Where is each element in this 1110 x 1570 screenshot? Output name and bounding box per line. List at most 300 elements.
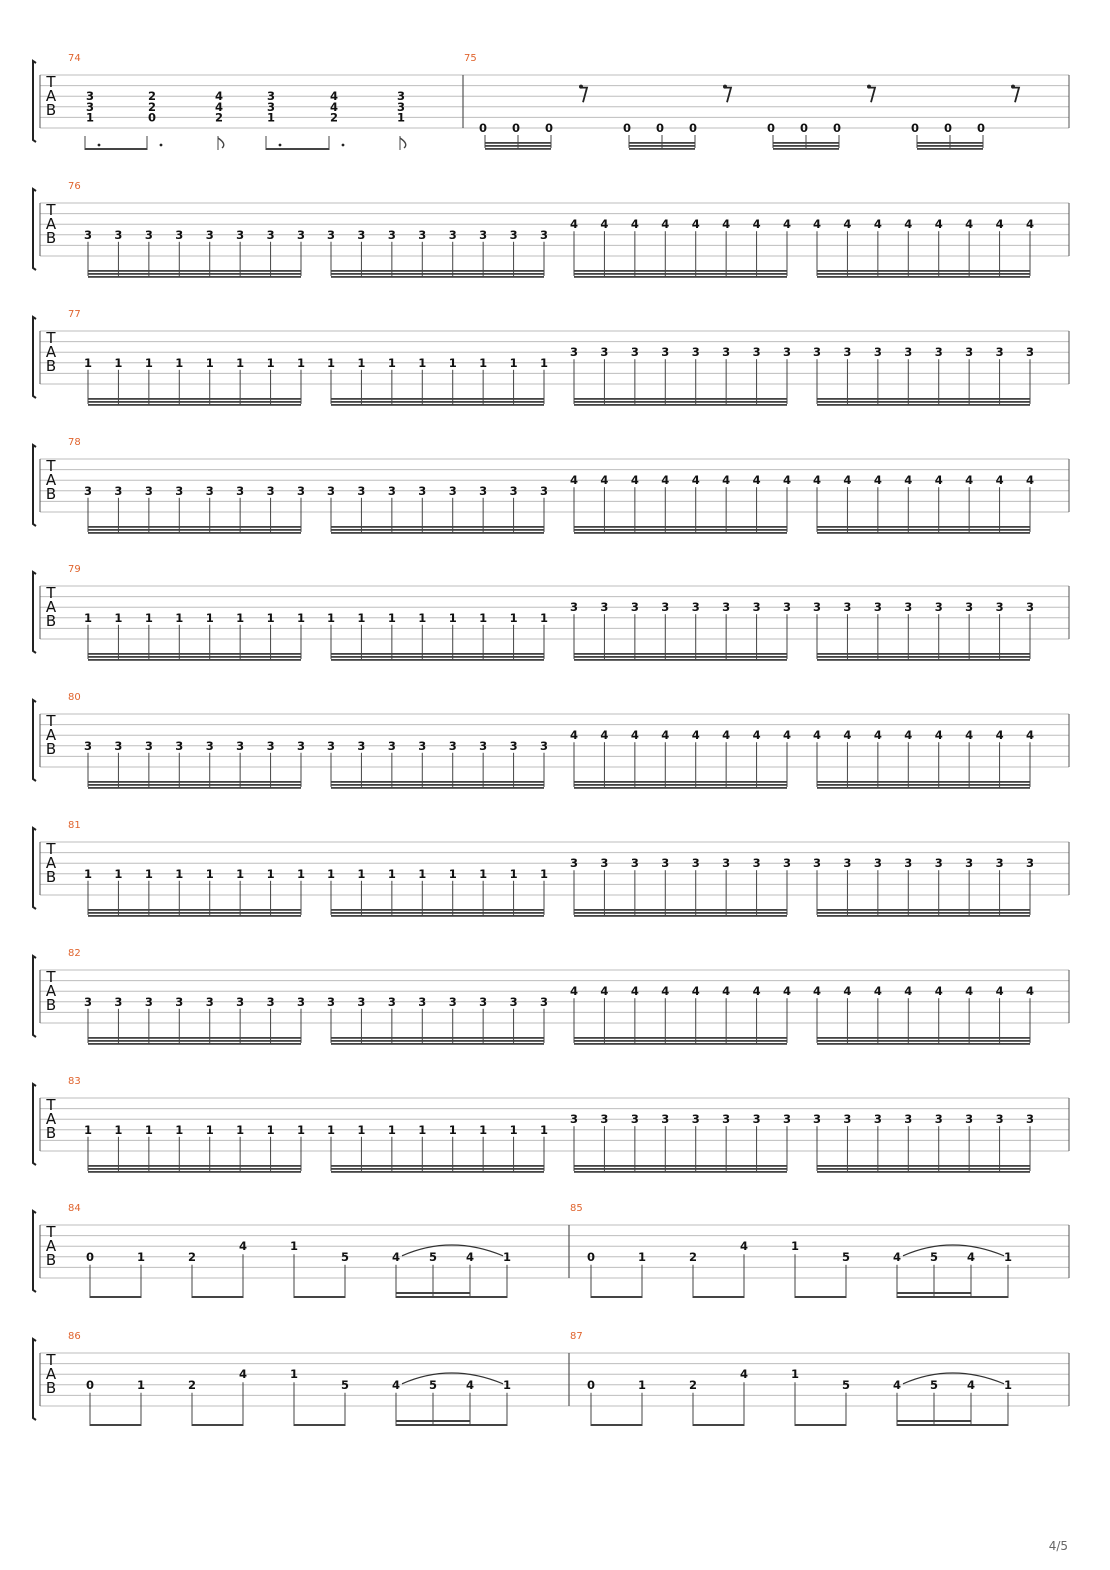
fret-number: 4 — [752, 728, 761, 743]
system-bracket — [33, 61, 36, 142]
fret-number: 1 — [266, 1122, 275, 1137]
fret-number: 4 — [934, 217, 943, 232]
tab-clef-letter: T — [46, 457, 56, 475]
tab-clef-letter: A — [45, 1110, 57, 1128]
fret-number: 3 — [965, 345, 974, 360]
fret-number: 3 — [479, 994, 488, 1009]
dot — [160, 144, 163, 147]
page-number: 4/5 — [1048, 1539, 1068, 1553]
beam — [817, 273, 1030, 275]
fret-number: 1 — [539, 1122, 549, 1137]
tab-system — [33, 309, 1069, 406]
chord-fret-number: 3 — [266, 89, 276, 104]
fret-number: 3 — [357, 994, 366, 1009]
fret-number: 3 — [752, 345, 761, 360]
beam — [331, 909, 544, 911]
fret-number: 3 — [934, 600, 943, 615]
beam — [574, 398, 787, 400]
fret-number: 1 — [509, 1122, 518, 1137]
beam — [574, 529, 787, 531]
fret-number: 3 — [691, 345, 700, 360]
system-bracket — [33, 572, 36, 653]
fret-number: 4 — [691, 984, 700, 999]
beam — [574, 401, 787, 403]
beam — [88, 1168, 301, 1170]
beam — [574, 273, 787, 275]
fret-number: 1 — [357, 610, 366, 625]
fret-number: 4 — [782, 728, 792, 743]
chord-fret-number: 1 — [396, 110, 406, 125]
beam — [88, 909, 301, 911]
tab-clef-letter: T — [46, 329, 56, 347]
beam — [629, 145, 695, 147]
beam — [574, 912, 787, 914]
beam — [574, 270, 787, 272]
fret-number: 0 — [85, 1377, 95, 1392]
beam — [817, 1043, 1030, 1045]
beam — [331, 532, 544, 534]
fret-number: 3 — [722, 1112, 731, 1127]
fret-number: 3 — [83, 994, 93, 1009]
fret-number: 3 — [752, 1112, 761, 1127]
fret-number: 4 — [995, 984, 1004, 999]
beam — [331, 404, 544, 406]
fret-number: 1 — [387, 866, 396, 881]
fret-number: 4 — [391, 1249, 401, 1264]
beam — [817, 656, 1030, 658]
fret-number: 1 — [418, 610, 427, 625]
fret-number: 4 — [752, 473, 761, 488]
fret-number: 2 — [187, 1249, 197, 1264]
beam — [817, 276, 1030, 278]
chord-fret-number: 0 — [147, 110, 157, 125]
fret-number: 1 — [236, 866, 245, 881]
fret-number: 3 — [114, 994, 123, 1009]
beam — [574, 526, 787, 528]
fret-number: 1 — [479, 355, 488, 370]
fret-number: 3 — [873, 856, 882, 871]
beam — [88, 653, 301, 655]
beam — [629, 142, 695, 144]
beam — [574, 656, 787, 658]
fret-number: 3 — [144, 483, 153, 498]
fret-number: 1 — [387, 1122, 396, 1137]
beam — [795, 1424, 846, 1426]
tab-clef-letter: A — [45, 471, 57, 489]
tab-clef-letter: B — [45, 1251, 57, 1269]
fret-number: 3 — [479, 227, 488, 242]
fret-number: 4 — [722, 217, 731, 232]
beam — [817, 653, 1030, 655]
fret-number: 1 — [637, 1249, 647, 1264]
fret-number: 4 — [1025, 984, 1035, 999]
fret-number: 1 — [144, 355, 153, 370]
tab-clef-letter: B — [45, 740, 57, 758]
beam — [485, 148, 551, 150]
eighth-rest — [868, 88, 875, 103]
fret-number: 3 — [144, 994, 153, 1009]
tab-clef-letter: T — [46, 201, 56, 219]
fret-number: 3 — [812, 1112, 822, 1127]
fret-number: 0 — [943, 121, 953, 135]
fret-number: 1 — [509, 866, 518, 881]
fret-number: 4 — [739, 1367, 749, 1382]
beam — [88, 1037, 301, 1039]
fret-number: 3 — [782, 856, 792, 871]
tab-clef-letter: A — [45, 854, 57, 872]
fret-number: 1 — [509, 610, 518, 625]
fret-number: 4 — [600, 984, 609, 999]
fret-number: 4 — [739, 1239, 749, 1254]
tab-clef-letter: B — [45, 868, 57, 886]
tab-system — [33, 1331, 1069, 1426]
fret-number: 3 — [1025, 345, 1035, 360]
measure-number: 87 — [570, 1331, 583, 1342]
tab-clef-letter: B — [45, 612, 57, 630]
eighth-rest-dot — [723, 85, 727, 89]
fret-number: 1 — [266, 610, 275, 625]
beam — [88, 915, 301, 917]
fret-number: 3 — [539, 227, 549, 242]
fret-number: 3 — [114, 483, 123, 498]
fret-number: 4 — [934, 473, 943, 488]
beam — [917, 142, 983, 144]
dot — [342, 144, 345, 147]
beam — [88, 784, 301, 786]
fret-number: 3 — [1025, 1112, 1035, 1127]
fret-number: 4 — [966, 1377, 976, 1392]
fret-number: 4 — [965, 473, 974, 488]
fret-number: 0 — [910, 121, 920, 135]
fret-number: 3 — [326, 738, 336, 753]
note-flag — [218, 138, 224, 148]
chord-fret-number: 4 — [329, 89, 339, 104]
fret-number: 4 — [782, 473, 792, 488]
fret-number: 3 — [965, 1112, 974, 1127]
fret-number: 3 — [448, 483, 457, 498]
fret-number: 3 — [296, 227, 306, 242]
fret-number: 4 — [600, 728, 609, 743]
fret-number: 3 — [630, 1112, 639, 1127]
beam — [331, 270, 544, 272]
dot — [98, 144, 101, 147]
beam — [817, 1165, 1030, 1167]
chord-fret-number: 3 — [266, 99, 276, 114]
fret-number: 1 — [418, 866, 427, 881]
chord-fret-number: 2 — [329, 110, 339, 125]
fret-number: 4 — [722, 728, 731, 743]
system-bracket — [33, 1084, 36, 1165]
fret-number: 3 — [266, 738, 275, 753]
beam — [817, 532, 1030, 534]
fret-number: 3 — [175, 227, 184, 242]
fret-number: 1 — [326, 1122, 336, 1137]
fret-number: 0 — [799, 121, 809, 135]
fret-number: 4 — [752, 217, 761, 232]
beam — [574, 532, 787, 534]
beam — [917, 148, 983, 150]
fret-number: 3 — [722, 600, 731, 615]
fret-number: 3 — [569, 856, 579, 871]
fret-number: 3 — [782, 345, 792, 360]
fret-number: 3 — [812, 856, 822, 871]
fret-number: 1 — [1003, 1377, 1013, 1392]
beam — [88, 1165, 301, 1167]
tab-system — [33, 820, 1069, 917]
fret-number: 3 — [418, 227, 427, 242]
system-bracket — [33, 445, 36, 526]
fret-number: 4 — [630, 217, 639, 232]
beam — [574, 1040, 787, 1042]
fret-number: 0 — [655, 121, 665, 135]
fret-number: 1 — [205, 355, 214, 370]
fret-number: 1 — [296, 355, 306, 370]
beam — [897, 1292, 971, 1294]
fret-number: 3 — [175, 738, 184, 753]
beam — [574, 1165, 787, 1167]
chord-fret-number: 3 — [85, 89, 95, 104]
fret-number: 3 — [1025, 600, 1035, 615]
beam — [331, 656, 544, 658]
fret-number: 3 — [630, 345, 639, 360]
fret-number: 4 — [630, 728, 639, 743]
fret-number: 1 — [637, 1377, 647, 1392]
fret-number: 1 — [175, 355, 184, 370]
fret-number: 1 — [205, 866, 214, 881]
fret-number: 1 — [83, 610, 93, 625]
fret-number: 3 — [661, 345, 670, 360]
fret-number: 3 — [205, 227, 214, 242]
fret-number: 4 — [812, 728, 822, 743]
fret-number: 1 — [175, 1122, 184, 1137]
fret-number: 1 — [114, 610, 123, 625]
fret-number: 3 — [965, 600, 974, 615]
fret-number: 5 — [929, 1249, 939, 1264]
fret-number: 0 — [85, 1249, 95, 1264]
fret-number: 4 — [1025, 728, 1035, 743]
fret-number: 3 — [995, 600, 1004, 615]
fret-number: 1 — [296, 866, 306, 881]
fret-number: 3 — [509, 483, 518, 498]
fret-number: 4 — [600, 217, 609, 232]
fret-number: 3 — [722, 856, 731, 871]
beam — [817, 1171, 1030, 1173]
measure-number: 80 — [68, 692, 81, 703]
beam — [331, 653, 544, 655]
fret-number: 3 — [630, 600, 639, 615]
fret-number: 3 — [448, 227, 457, 242]
fret-number: 1 — [326, 610, 336, 625]
fret-number: 1 — [448, 355, 457, 370]
beam — [817, 529, 1030, 531]
fret-number: 1 — [790, 1239, 800, 1254]
fret-number: 1 — [205, 1122, 214, 1137]
eighth-rest — [724, 88, 731, 103]
fret-number: 4 — [569, 473, 579, 488]
fret-number: 3 — [387, 738, 396, 753]
fret-number: 5 — [428, 1249, 438, 1264]
fret-number: 1 — [479, 610, 488, 625]
fret-number: 5 — [841, 1377, 851, 1392]
fret-number: 3 — [539, 738, 549, 753]
fret-number: 5 — [340, 1249, 350, 1264]
fret-number: 1 — [266, 355, 275, 370]
fret-number: 3 — [418, 483, 427, 498]
beam — [192, 1424, 243, 1426]
fret-number: 3 — [995, 1112, 1004, 1127]
tab-system — [33, 437, 1069, 534]
fret-number: 3 — [236, 483, 245, 498]
fret-number: 4 — [904, 728, 913, 743]
eighth-rest-dot — [1011, 85, 1015, 89]
beam — [817, 401, 1030, 403]
fret-number: 5 — [428, 1377, 438, 1392]
fret-number: 1 — [539, 610, 549, 625]
beam — [88, 401, 301, 403]
fret-number: 3 — [266, 483, 275, 498]
fret-number: 3 — [661, 856, 670, 871]
tab-clef-letter: A — [45, 982, 57, 1000]
fret-number: 1 — [539, 866, 549, 881]
tab-clef-letter: A — [45, 598, 57, 616]
tab-clef-letter: A — [45, 215, 57, 233]
fret-number: 3 — [691, 856, 700, 871]
fret-number: 3 — [83, 738, 93, 753]
tab-clef-letter: A — [45, 1237, 57, 1255]
measure-number: 83 — [68, 1076, 81, 1087]
measure-number: 81 — [68, 820, 81, 831]
fret-number: 4 — [661, 984, 670, 999]
fret-number: 4 — [904, 217, 913, 232]
fret-number: 3 — [357, 738, 366, 753]
beam — [396, 1424, 507, 1426]
chord-fret-number: 2 — [147, 99, 157, 114]
fret-number: 4 — [661, 473, 670, 488]
beam — [88, 529, 301, 531]
fret-number: 4 — [391, 1377, 401, 1392]
beam — [331, 781, 544, 783]
dot — [279, 144, 282, 147]
fret-number: 1 — [418, 1122, 427, 1137]
fret-number: 4 — [465, 1377, 475, 1392]
beam — [817, 404, 1030, 406]
fret-number: 1 — [236, 1122, 245, 1137]
fret-number: 3 — [873, 345, 882, 360]
fret-number: 1 — [326, 866, 336, 881]
tab-clef-letter: T — [46, 73, 56, 91]
beam — [331, 1165, 544, 1167]
fret-number: 3 — [873, 1112, 882, 1127]
fret-number: 1 — [289, 1239, 299, 1254]
fret-number: 4 — [569, 728, 579, 743]
beam — [88, 526, 301, 528]
system-bracket — [33, 1211, 36, 1292]
fret-number: 1 — [175, 610, 184, 625]
fret-number: 3 — [326, 227, 336, 242]
fret-number: 3 — [995, 345, 1004, 360]
beam — [574, 404, 787, 406]
fret-number: 3 — [600, 600, 609, 615]
beam — [574, 781, 787, 783]
fret-number: 3 — [812, 345, 822, 360]
fret-number: 3 — [479, 738, 488, 753]
fret-number: 4 — [995, 728, 1004, 743]
fret-number: 3 — [509, 994, 518, 1009]
fret-number: 1 — [144, 866, 153, 881]
fret-number: 3 — [722, 345, 731, 360]
system-bracket — [33, 1339, 36, 1420]
beam — [331, 659, 544, 661]
chord-fret-number: 3 — [396, 99, 406, 114]
fret-number: 4 — [812, 984, 822, 999]
fret-number: 1 — [539, 355, 549, 370]
eighth-rest-dot — [867, 85, 871, 89]
fret-number: 3 — [387, 994, 396, 1009]
beam — [591, 1424, 642, 1426]
beam — [88, 781, 301, 783]
fret-number: 5 — [340, 1377, 350, 1392]
beam — [88, 1171, 301, 1173]
fret-number: 4 — [965, 217, 974, 232]
fret-number: 4 — [843, 473, 852, 488]
beam — [574, 1171, 787, 1173]
beam — [331, 276, 544, 278]
fret-number: 3 — [934, 345, 943, 360]
measure-number: 86 — [68, 1331, 81, 1342]
fret-number: 0 — [478, 121, 488, 135]
fret-number: 4 — [812, 473, 822, 488]
fret-number: 3 — [387, 227, 396, 242]
fret-number: 1 — [114, 866, 123, 881]
beam — [817, 781, 1030, 783]
tab-clef-letter: T — [46, 968, 56, 986]
fret-number: 3 — [326, 483, 336, 498]
measure-number: 76 — [68, 181, 81, 192]
chord-fret-number: 4 — [214, 99, 224, 114]
beam — [485, 145, 551, 147]
fret-number: 1 — [502, 1377, 512, 1392]
beam — [574, 653, 787, 655]
fret-number: 3 — [236, 994, 245, 1009]
fret-number: 3 — [418, 738, 427, 753]
beam — [693, 1424, 744, 1426]
beam — [331, 1040, 544, 1042]
fret-number: 3 — [83, 483, 93, 498]
fret-number: 3 — [236, 738, 245, 753]
tab-clef-letter: T — [46, 1351, 56, 1369]
measure-number: 84 — [68, 1203, 81, 1214]
beam — [88, 787, 301, 789]
system-bracket — [33, 828, 36, 909]
beam — [817, 1040, 1030, 1042]
fret-number: 1 — [479, 866, 488, 881]
fret-number: 4 — [630, 473, 639, 488]
fret-number: 2 — [688, 1377, 698, 1392]
fret-number: 0 — [766, 121, 776, 135]
fret-number: 3 — [904, 345, 913, 360]
beam — [88, 270, 301, 272]
tab-clef-letter: B — [45, 101, 57, 119]
fret-number: 1 — [205, 610, 214, 625]
beam — [817, 270, 1030, 272]
fret-number: 4 — [965, 728, 974, 743]
fret-number: 1 — [448, 610, 457, 625]
tab-system — [33, 564, 1069, 661]
fret-number: 3 — [630, 856, 639, 871]
tab-clef-letter: A — [45, 87, 57, 105]
beam — [485, 142, 551, 144]
fret-number: 4 — [995, 217, 1004, 232]
